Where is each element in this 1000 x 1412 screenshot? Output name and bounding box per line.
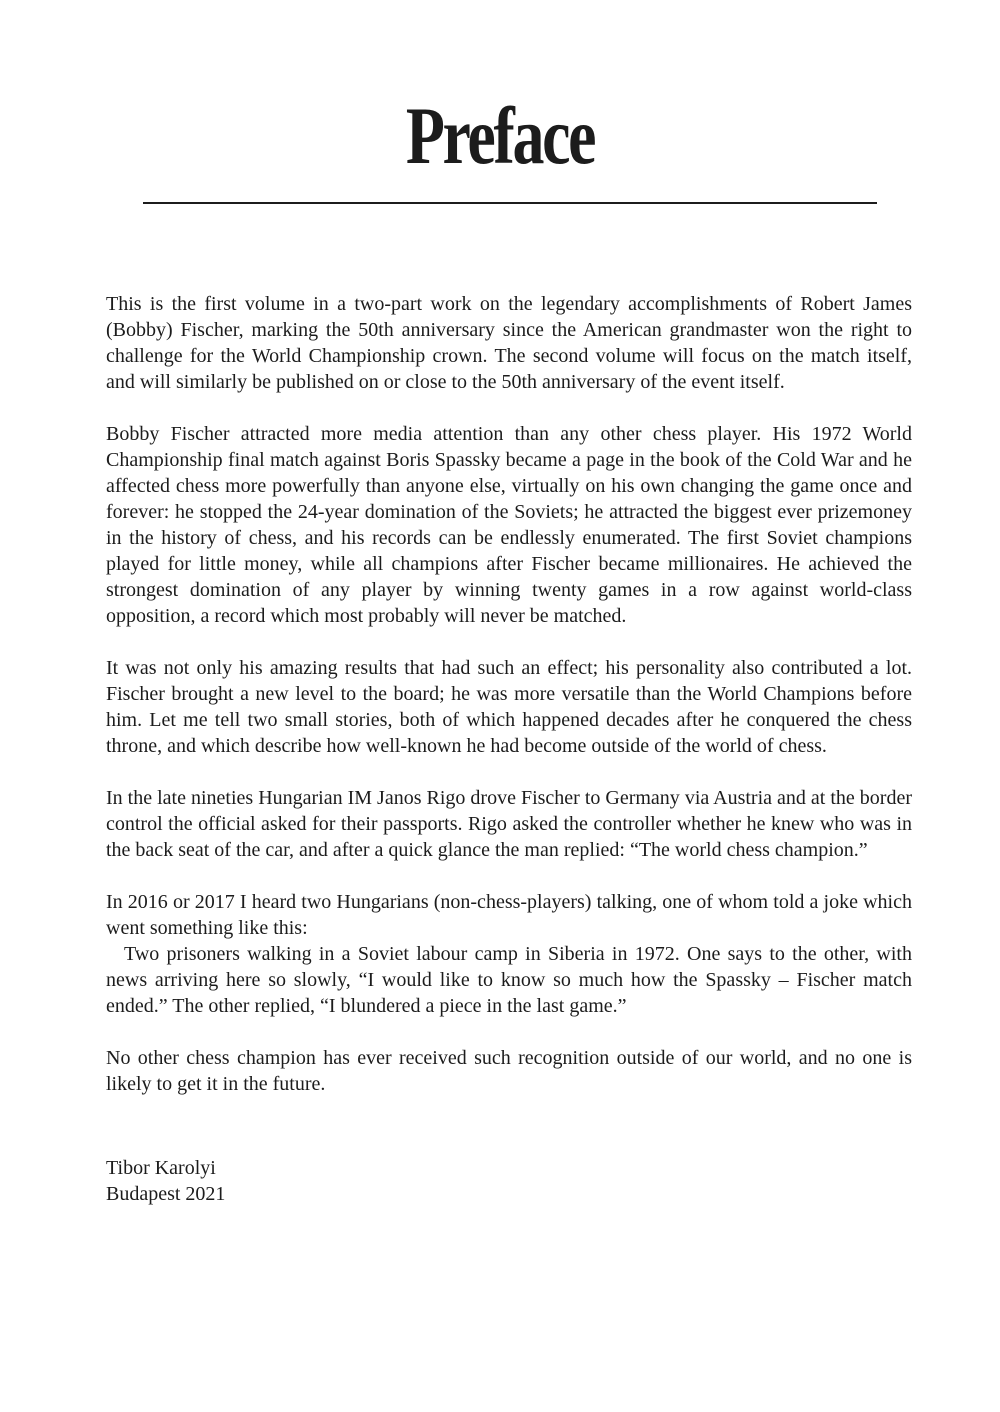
- paragraph-joke: Two prisoners walking in a Soviet labour camp in Siberia in 1972. One says to the other, with news arriving here so slowly, “I would like to know so much how the Spassky – Fischer match ended.” The other replied, “I blundered a piece in the last game.”: [106, 943, 912, 1017]
- paragraph-personality: It was not only his amazing results that had such an effect; his personality also contributed a lot. Fischer brought a new level to the board; he was more versatile than the World Champions before him. Let me tell two small stories, both of which happened decades after he conquered the chess throne, and which describe how well-known he had become outside of the world of chess.: [106, 657, 912, 757]
- author-name: Tibor Karolyi: [106, 1157, 216, 1179]
- title-divider: [143, 202, 877, 204]
- page-title: Preface: [405, 90, 595, 181]
- preface-body: [106, 291, 912, 1123]
- paragraph-intro: This is the first volume in a two-part work on the legendary accomplishments of Robert James (Bobby) Fischer, marking the 50th anniversary since the American grandmaster won the right to challenge for the World Championship crown. The second volume will focus on the match itself, and will similarly be published on or close to the 50th anniversary of the event itself.: [106, 293, 912, 393]
- signature-block: [106, 1155, 225, 1207]
- place-date: Budapest 2021: [106, 1183, 226, 1205]
- paragraph-media-attention: Bobby Fischer attracted more media attention than any other chess player. His 1972 World Championship final match against Boris Spassky became a page in the book of the Cold War and he affected chess more powerfully than anyone else, virtually on his own changing the game once and forever: he stopped the 24-year domination of the Soviets; he attracted the biggest ever prizemoney in the history of chess, and his records can be endlessly enumerated. The first Soviet champions played for little money, while all champions after Fischer became millionaires. He achieved the strongest domination of any player by winning twenty games in a row against world-class opposition, a record which most probably will never be matched.: [106, 423, 912, 627]
- paragraph-border-story: In the late nineties Hungarian IM Janos Rigo drove Fischer to Germany via Austria and at the border control the official asked for their passports. Rigo asked the controller whether he knew who was in the back seat of the car, and after a quick glance the man replied: “The world chess champion.”: [106, 787, 912, 861]
- paragraph-joke-intro: In 2016 or 2017 I heard two Hungarians (non-chess-players) talking, one of whom told a joke which went something like this:: [106, 891, 912, 939]
- paragraph-conclusion: No other chess champion has ever received such recognition outside of our world, and no one is likely to get it in the future.: [106, 1047, 912, 1095]
